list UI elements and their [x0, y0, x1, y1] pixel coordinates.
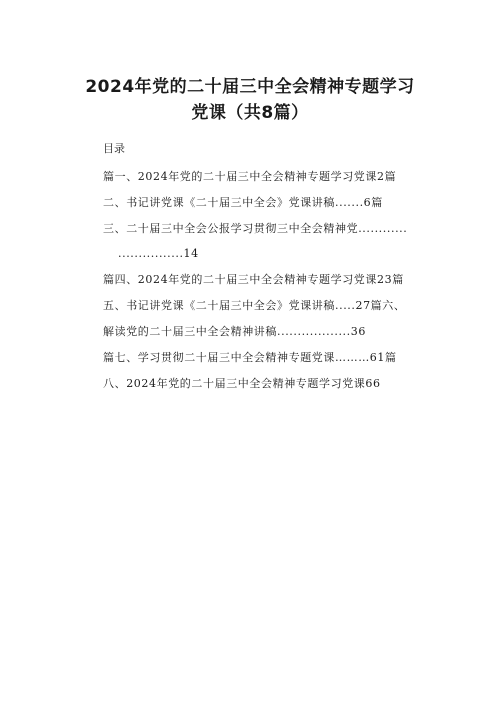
toc-entry: 五、书记讲党课《二十届三中全会》党课讲稿.....27篇六、 — [103, 299, 406, 312]
toc-entry: 解读党的二十届三中全会精神讲稿..................36 — [103, 325, 366, 338]
document-title-line-2: 党课（共8篇） — [191, 103, 309, 123]
toc-entry: 三、二十届三中全会公报学习贯彻三中全会精神党............ — [103, 222, 408, 235]
toc-entry: 篇一、2024年党的二十届三中全会精神专题学习党课2篇 — [103, 170, 397, 183]
toc-entry-continuation: ................14 — [118, 247, 199, 260]
toc-entry: 篇四、2024年党的二十届三中全会精神专题学习党课23篇 — [103, 273, 404, 286]
toc-entry: 二、书记讲党课《二十届三中全会》党课讲稿.......6篇 — [103, 196, 383, 209]
toc-heading: 目录 — [103, 142, 125, 155]
toc-entry: 篇七、学习贯彻二十届三中全会精神专题党课………61篇 — [103, 351, 397, 364]
toc-entry: 八、2024年党的二十届三中全会精神专题学习党课66 — [103, 377, 381, 390]
document-title-line-1: 2024年党的二十届三中全会精神专题学习 — [85, 77, 415, 97]
